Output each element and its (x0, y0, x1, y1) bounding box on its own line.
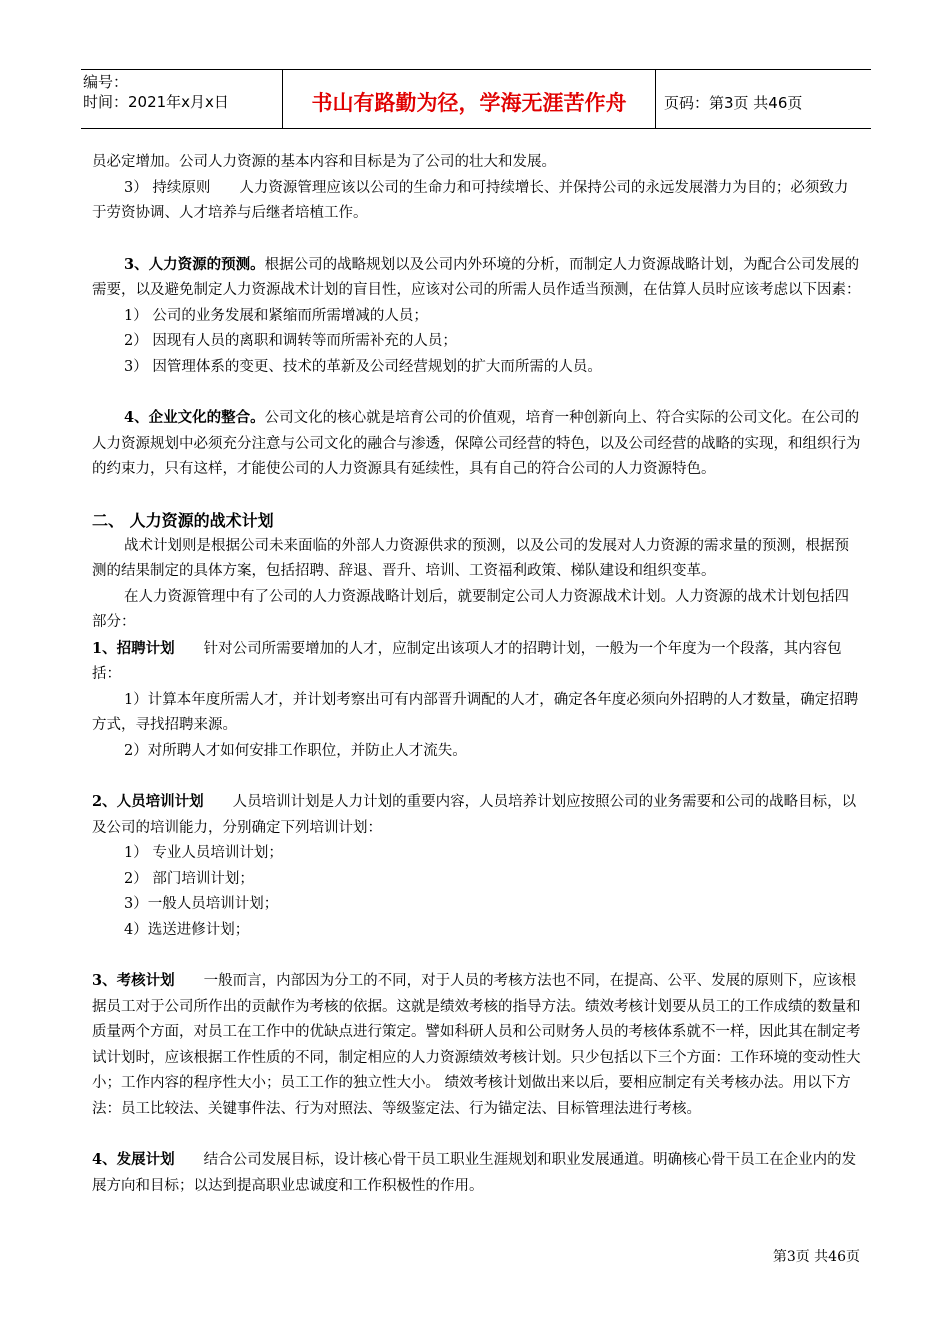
header-motto: 书山有路勤为径，学海无涯苦作舟 (282, 70, 656, 128)
list-item: 3） 因管理体系的变更、技术的革新及公司经营规划的扩大而所需的人员。 (124, 358, 602, 375)
section-heading: 4、企业文化的整合。 (124, 409, 265, 426)
list-item: 3）一般人员培训计划； (124, 896, 279, 912)
plan-heading: 3、考核计划 (92, 972, 175, 989)
page-footer: 第3页 共46页 (772, 1249, 860, 1265)
time-label: 时间：2021年x月x日 (83, 93, 229, 111)
plan-text: 针对公司所需要增加的人才，应制定出该项人才的招聘计划，一般为一个年度为一个段落，其内容包括： (92, 640, 842, 682)
header-meta (81, 70, 282, 128)
section-text: 根据公司的战略规划以及公司内外环境的分析，而制定人力资源战略计划，为配合公司发展的需要，以及避免制定人力资源战术计划的盲目性，应该对公司的所需人员作适当预测，在估算人员时应该考虑以下因素： (92, 256, 861, 298)
plan-heading: 1、招聘计划 (92, 639, 175, 657)
list-item: 1） 专业人员培训计划； (124, 845, 283, 861)
paragraph: 员必定增加。公司人力资源的基本内容和目标是为了公司的壮大和发展。 (92, 154, 556, 170)
number-label: 编号： (83, 73, 129, 91)
list-item: 2） 因现有人员的离职和调转等而所需补充的人员； (124, 333, 457, 349)
paragraph-plan-3 (92, 968, 862, 1122)
paragraph: 在人力资源管理中有了公司的人力资源战略计划后，就要制定公司人力资源战术计划。人力资源的战术计划包括四部分： (92, 588, 849, 630)
plan-text: 一般而言，内部因为分工的不同，对于人员的考核方法也不同，在提高、公平、发展的原则下，应该根据员工对于公司所作出的贡献作为考核的依据。这就是绩效考核的指导方法。绩效考核计划要从员工的工作成绩的数量和质量两个方面，对员工在工作中的优缺点进行策定。譬如科研人员和公司财务人员的考核体系就不一样，因此其在制定考试计划时，应该根据工作性质的不同，制定相应的人力资源绩效考核计划。只少包括以下三个方面：工作环境的变动性大小；工作内容的程序性大小；员工工作的独立性大小。 绩效考核计划做出来以后，要相应制定有关考核办法。用以下方法：员工比较法、关键事件法、行为对照法、等级鉴定法、行为锚定法、目标管理法进行考核。 (92, 973, 861, 1117)
plan-heading: 2、人员培训计划 (92, 793, 204, 810)
header-page-info: 页码：第3页 共46页 (664, 93, 803, 112)
document-body (92, 150, 862, 1199)
plan-heading: 4、发展计划 (92, 1151, 175, 1168)
paragraph-plan-4 (92, 1147, 862, 1199)
section-text: 公司文化的核心就是培育公司的价值观，培育一种创新向上、符合实际的公司文化。在公司的人力资源规划中必须充分注意与公司文化的融合与渗透，保障公司经营的特色，以及公司经营的战略的实现，和组织行为的约束力，只有这样，才能使公司的人力资源具有延续性，具有自己的符合公司的人力资源特色。 (92, 410, 861, 477)
paragraph: 战术计划则是根据公司未来面临的外部人力资源供求的预测，以及公司的发展对人力资源的需求量的预测，根据预测的结果制定的具体方案，包括招聘、辞退、晋升、培训、工资福利政策、梯队建设和组织变革。 (92, 537, 849, 579)
plan-text: 人员培训计划是人力计划的重要内容，人员培养计划应按照公司的业务需要和公司的战略目标，以及公司的培训能力，分别确定下列培训计划： (92, 794, 857, 836)
paragraph: 3） 持续原则 人力资源管理应该以公司的生命力和可持续增长、并保持公司的永远发展潜力为目的；必须致力于劳资协调、人才培养与后继者培植工作。 (92, 179, 849, 221)
section-heading: 3、人力资源的预测。 (124, 255, 265, 273)
plan-text: 结合公司发展目标，设计核心骨干员工职业生涯规划和职业发展通道。明确核心骨干员工在企业内的发展方向和目标；以达到提高职业忠诚度和工作积极性的作用。 (92, 1152, 857, 1194)
page-header (81, 69, 871, 129)
list-item: 4）选送进修计划； (124, 921, 250, 938)
list-item: 1）计算本年度所需人才，并计划考察出可有内部晋升调配的人才，确定各年度必须向外招聘的人才数量，确定招聘方式，寻找招聘来源。 (92, 691, 859, 733)
paragraph-plan-1 (92, 636, 862, 688)
paragraph-section-4 (92, 405, 862, 483)
list-item: 2）对所聘人才如何安排工作职位，并防止人才流失。 (124, 742, 467, 759)
paragraph-plan-2 (92, 789, 862, 841)
chapter-heading: 二、 人力资源的战术计划 (92, 510, 274, 530)
list-item: 1） 公司的业务发展和紧缩而所需增减的人员； (124, 307, 428, 324)
list-item: 2） 部门培训计划； (124, 870, 254, 887)
paragraph-section-3 (92, 252, 862, 304)
